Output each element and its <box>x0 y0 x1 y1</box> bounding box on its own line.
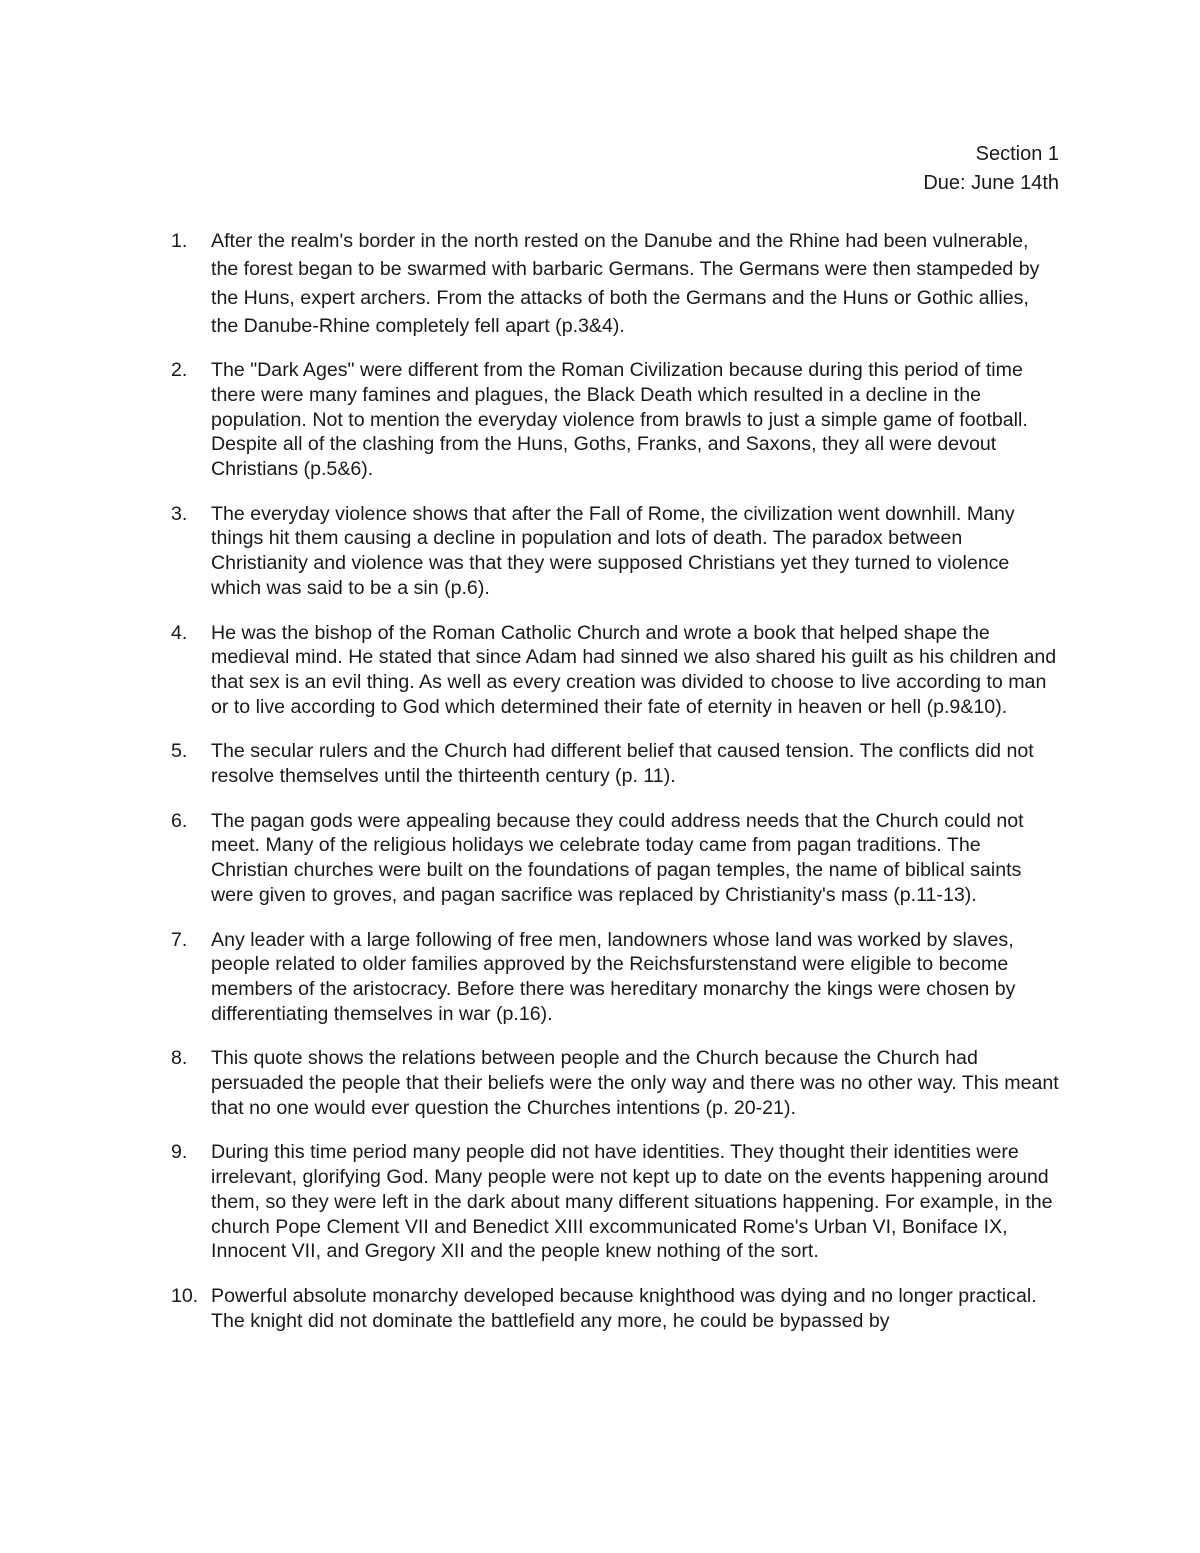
item-number: 4. <box>171 621 188 644</box>
item-text: He was the bishop of the Roman Catholic Church and wrote a book that helped shape the medieval mind. He stated that since Adam had sinned we also shared his guilt as his children and that sex is an evil thing. As well as every creation was divided to choose to live according to man or to live according to God which determined their fate of eternity in heaven or hell (p.9&10). <box>211 621 1057 718</box>
item-text: The "Dark Ages" were different from the Roman Civilization because during this period of time there were many famines and plagues, the Black Death which resulted in a decline in the population. Not to mention the everyday violence from brawls to just a simple game of football. Despite all of the clashing from the Huns, Goths, Franks, and Saxons, they all were devout Christians (p.5&6). <box>211 359 1028 480</box>
list-item <box>171 1140 1061 1264</box>
item-number: 5. <box>171 740 188 763</box>
item-text: This quote shows the relations between people and the Church because the Church had persuaded the people that their beliefs were the only way and there was no other way. This meant that no one would ever question the Churches intentions (p. 20-21). <box>211 1047 1059 1119</box>
list-item <box>171 621 1061 720</box>
item-number: 3. <box>171 502 188 525</box>
item-text: Powerful absolute monarchy developed because knighthood was dying and no longer practical. The knight did not dominate the battlefield any more, he could be bypassed by <box>211 1284 1037 1332</box>
document-header <box>923 140 1059 198</box>
item-number: 6. <box>171 809 188 832</box>
section-label: Section 1 <box>975 143 1059 165</box>
item-text: The pagan gods were appealing because they could address needs that the Church could not meet. Many of the religious holidays we celebrate today came from pagan traditions. The Christian churches were built on the foundations of pagan temples, the name of biblical saints were given to groves, and pagan sacrifice was replaced by Christianity's mass (p.11-13). <box>211 809 1024 906</box>
item-text: The secular rulers and the Church had different belief that caused tension. The conflicts did not resolve themselves until the thirteenth century (p. 11). <box>211 740 1034 788</box>
list-item <box>171 502 1061 601</box>
list-item <box>171 227 1061 340</box>
item-number: 8. <box>171 1047 188 1070</box>
list-item <box>171 1284 1061 1333</box>
list-item <box>171 358 1061 482</box>
answer-list <box>171 227 1061 1333</box>
item-text: After the realm's border in the north rested on the Danube and the Rhine had been vulnerable, the forest began to be swarmed with barbaric Germans. The Germans were then stampeded by the Huns, expert archers. From the attacks of both the Germans and the Huns or Gothic allies, the Danube-Rhine completely fell apart (p.3&4). <box>211 230 1040 337</box>
list-item <box>171 1046 1061 1120</box>
item-number: 2. <box>171 359 188 382</box>
item-text: Any leader with a large following of free men, landowners whose land was worked by slaves, people related to older families approved by the Reichsfurstenstand were eligible to become members of the aristocracy. Before there was hereditary monarchy the kings were chosen by differentiating themselves in war (p.16). <box>211 928 1016 1025</box>
list-item <box>171 928 1061 1027</box>
list-item <box>171 809 1061 908</box>
item-text: The everyday violence shows that after the Fall of Rome, the civilization went downhill. Many things hit them causing a decline in population and lots of death. The paradox between Christianity and violence was that they were supposed Christians yet they turned to violence which was said to be a sin (p.6). <box>211 502 1015 599</box>
item-number: 7. <box>171 928 188 951</box>
item-text: During this time period many people did not have identities. They thought their identities were irrelevant, glorifying God. Many people were not kept up to date on the events happening around them, so they were left in the dark about many different situations happening. For example, in the church Pope Clement VII and Benedict XIII excommunicated Rome's Urban VI, Boniface IX, Innocent VII, and Gregory XII and the people knew nothing of the sort. <box>211 1141 1053 1263</box>
item-number: 10. <box>171 1284 199 1307</box>
item-number: 1. <box>171 230 188 252</box>
item-number: 9. <box>171 1141 188 1164</box>
due-date: Due: June 14th <box>923 172 1059 194</box>
list-item <box>171 739 1061 788</box>
